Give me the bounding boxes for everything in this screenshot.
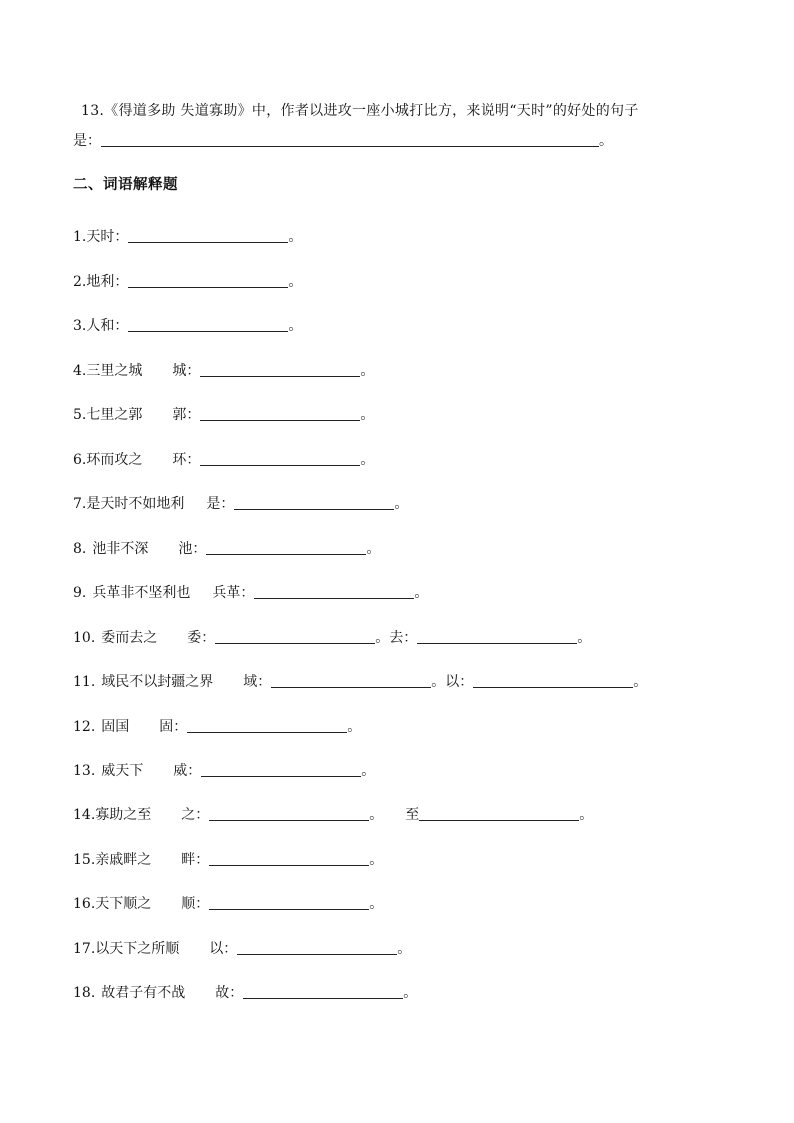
item-phrase: 天下顺之 (95, 896, 152, 912)
item-end: 。 (288, 274, 303, 290)
item-key: 郭： (172, 407, 201, 423)
item-end: 。 (414, 585, 429, 601)
item-phrase: 域民不以封疆之界 (101, 674, 214, 690)
item-phrase: 故君子有不战 (101, 985, 186, 1001)
vocab-item-11 (73, 670, 647, 694)
answer-blank[interactable] (206, 538, 366, 555)
item-number: 17. (73, 941, 96, 957)
item-phrase: 以天下之所顺 (95, 941, 180, 957)
answer-blank[interactable] (200, 360, 360, 377)
item-number: 12. (73, 719, 96, 735)
vocab-item-15 (73, 848, 383, 872)
answer-blank[interactable] (209, 849, 369, 866)
answer-blank[interactable] (128, 226, 288, 243)
item-phrase: 三里之城 (86, 363, 143, 379)
answer-blank[interactable] (419, 804, 579, 821)
answer-blank[interactable] (417, 627, 577, 644)
answer-blank[interactable] (271, 671, 431, 688)
item-number: 10. (73, 630, 96, 646)
item-number: 11. (73, 674, 96, 690)
answer-blank[interactable] (200, 449, 360, 466)
item-key: 威： (173, 763, 202, 779)
item-number: 13. (73, 763, 96, 779)
item-end: 。 (579, 807, 594, 823)
answer-blank[interactable] (209, 804, 369, 821)
vocab-item-12 (73, 715, 361, 739)
vocab-item-5 (73, 403, 374, 427)
item-end: 。 (633, 674, 648, 690)
vocab-item-3 (73, 314, 302, 338)
vocab-item-4 (73, 359, 374, 383)
item-key: 之： (181, 807, 210, 823)
item-end: 。 (360, 407, 375, 423)
question-13-end: 。 (599, 133, 613, 149)
item-key: 顺： (181, 896, 210, 912)
item-number: 6. (73, 452, 87, 468)
item-key: 固： (159, 719, 188, 735)
vocab-item-7 (73, 492, 408, 516)
item-key: 以： (209, 941, 238, 957)
item-end: 。 (403, 985, 418, 1001)
question-13 (73, 96, 733, 156)
item-key: 是： (206, 496, 235, 512)
item-phrase: 七里之郭 (86, 407, 143, 423)
answer-blank[interactable] (215, 627, 375, 644)
item-end: 。 (369, 896, 384, 912)
answer-blank[interactable] (101, 130, 599, 147)
item-phrase: 威天下 (101, 763, 144, 779)
vocab-item-6 (73, 448, 374, 472)
vocab-item-1 (73, 225, 302, 249)
answer-blank[interactable] (473, 671, 633, 688)
item-number: 18. (73, 985, 96, 1001)
item-key-2: 至 (405, 807, 420, 823)
item-phrase: 是天时不如地利 (86, 496, 185, 512)
vocab-item-14 (73, 803, 593, 827)
item-end-mid: 。 (369, 807, 384, 823)
item-end: 。 (397, 941, 412, 957)
item-key: 环： (172, 452, 201, 468)
answer-blank[interactable] (201, 760, 361, 777)
item-number: 16. (73, 896, 96, 912)
answer-blank[interactable] (243, 982, 403, 999)
question-13-answer-line (73, 126, 733, 156)
vocab-item-18 (73, 981, 417, 1005)
item-end: 。 (360, 452, 375, 468)
vocab-item-16 (73, 892, 383, 916)
vocab-item-2 (73, 270, 302, 294)
item-key: 故： (215, 985, 244, 1001)
item-key: 畔： (181, 852, 210, 868)
item-end: 。 (577, 630, 592, 646)
answer-blank[interactable] (237, 938, 397, 955)
answer-blank[interactable] (128, 315, 288, 332)
item-phrase: 寡助之至 (95, 807, 152, 823)
item-number: 9. (73, 585, 87, 601)
question-13-prefix: 是： (73, 133, 101, 149)
item-text: 3.人和： (73, 318, 129, 334)
item-number: 5. (73, 407, 87, 423)
section-heading: 二、词语解释题 (73, 177, 178, 193)
item-end: 。 (288, 229, 303, 245)
item-end: 。 (347, 719, 362, 735)
item-key: 委： (187, 630, 216, 646)
item-text: 1.天时： (73, 229, 129, 245)
item-number: 7. (73, 496, 87, 512)
item-number: 15. (73, 852, 96, 868)
item-number: 8. (73, 541, 87, 557)
item-key: 城： (172, 363, 201, 379)
item-number: 14. (73, 807, 96, 823)
item-end: 。 (360, 363, 375, 379)
vocab-item-9 (73, 581, 428, 605)
answer-blank[interactable] (234, 493, 394, 510)
item-key: 池： (178, 541, 207, 557)
vocab-item-8 (73, 537, 380, 561)
item-phrase: 亲戚畔之 (95, 852, 152, 868)
question-13-text: 13.《得道多助 失道寡助》中，作者以进攻一座小城打比方，来说明“天时”的好处的句子 (81, 103, 639, 119)
answer-blank[interactable] (254, 582, 414, 599)
item-end: 。 (288, 318, 303, 334)
item-key: 兵革： (212, 585, 255, 601)
item-end: 。 (394, 496, 409, 512)
item-text: 2.地利： (73, 274, 129, 290)
vocab-item-17 (73, 937, 411, 961)
answer-blank[interactable] (128, 271, 288, 288)
item-phrase: 池非不深 (92, 541, 149, 557)
item-end: 。 (361, 763, 376, 779)
vocab-item-10 (73, 626, 591, 650)
item-phrase: 委而去之 (101, 630, 158, 646)
item-key: 域： (243, 674, 272, 690)
answer-blank[interactable] (200, 404, 360, 421)
item-end: 。 (369, 852, 384, 868)
item-number: 4. (73, 363, 87, 379)
item-phrase: 兵革非不坚利也 (92, 585, 191, 601)
answer-blank[interactable] (187, 716, 347, 733)
item-phrase: 固国 (101, 719, 130, 735)
vocab-item-13 (73, 759, 375, 783)
item-end: 。 (366, 541, 381, 557)
item-key-2: 。去： (375, 630, 418, 646)
item-phrase: 环而攻之 (86, 452, 143, 468)
answer-blank[interactable] (209, 893, 369, 910)
item-key-2: 。以： (431, 674, 474, 690)
